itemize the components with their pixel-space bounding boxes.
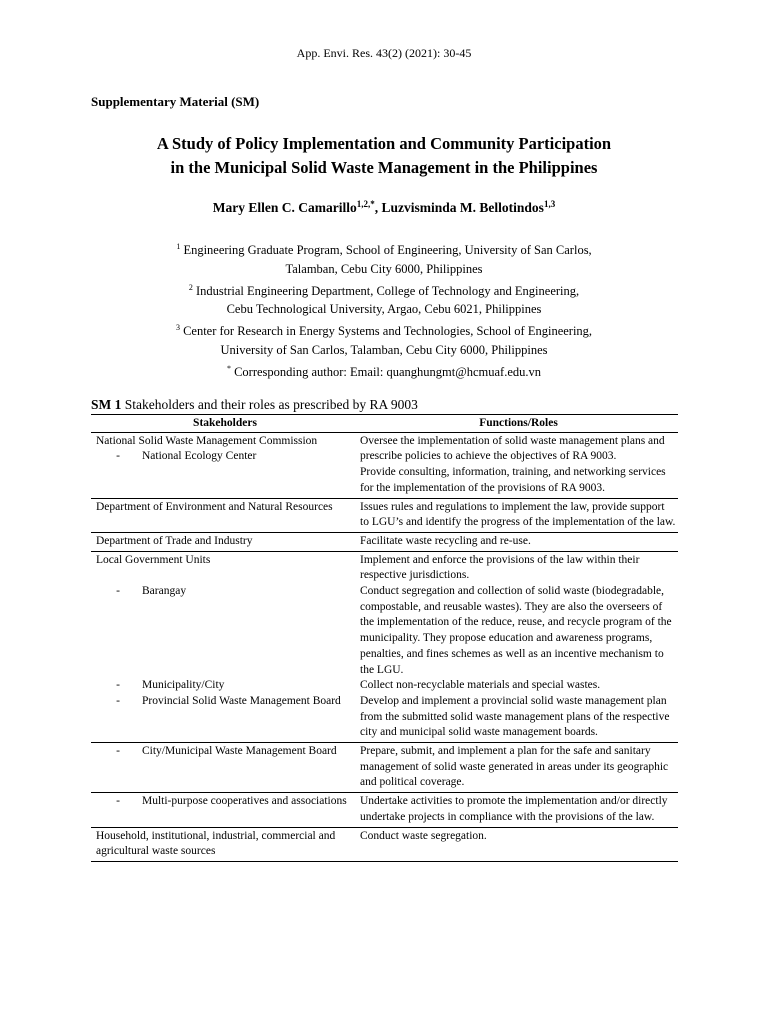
- table-caption-label: SM 1: [91, 397, 122, 412]
- stakeholder-name: Department of Environment and Natural Resources: [96, 500, 333, 513]
- sub-item-dash: -: [116, 745, 120, 758]
- role-text: Provide consulting, information, training, and networking services for the implementation of the provisions of RA 9003.: [360, 466, 666, 494]
- author-affiliation-marker: 1,3: [543, 199, 556, 209]
- title-line-1: A Study of Policy Implementation and Community Participation: [156, 134, 612, 153]
- role-text: Issues rules and regulations to implement the law, provide support to LGU’s and identify the progress of the implementation of the law.: [360, 500, 676, 529]
- table-row: [91, 498, 678, 532]
- sub-item-dash: -: [116, 679, 120, 692]
- affiliation-line: Cebu Technological University, Argao, Cebu 6021, Philippines: [226, 302, 542, 317]
- table-caption-text: Stakeholders and their roles as prescribed by RA 9003: [121, 397, 418, 412]
- supplementary-label: Supplementary Material (SM): [91, 94, 260, 109]
- affiliation-line: Talamban, Cebu City 6000, Philippines: [285, 261, 483, 276]
- stakeholder-name: National Solid Waste Management Commission: [96, 434, 318, 447]
- role-text: Conduct waste segregation.: [360, 829, 487, 842]
- sub-item-dash: -: [116, 585, 120, 598]
- journal-reference: App. Envi. Res. 43(2) (2021): 30-45: [296, 46, 472, 60]
- corresponding-marker: *: [226, 363, 231, 373]
- stakeholder-cell: [91, 551, 359, 742]
- author-name: Mary Ellen C. Camarillo: [212, 200, 357, 215]
- sub-item-dash: -: [116, 694, 120, 707]
- role-cell: [359, 793, 678, 827]
- affiliation-line: Industrial Engineering Department, College of Technology and Engineering,: [192, 283, 580, 298]
- stakeholder-cell: [91, 743, 359, 793]
- corresponding-author: [0, 360, 768, 382]
- affiliation-line: University of San Carlos, Talamban, Cebu City 6000, Philippines: [220, 342, 548, 357]
- stakeholder-cell: [91, 532, 359, 551]
- column-header-stakeholders: Stakeholders: [91, 415, 359, 433]
- stakeholder-cell: [91, 498, 359, 532]
- role-cell: [359, 532, 678, 551]
- stakeholder-name: Local Government Units: [96, 553, 211, 566]
- table-row: [91, 793, 678, 827]
- stakeholder-name: Household, institutional, industrial, commercial and agricultural waste sources: [96, 829, 336, 858]
- role-text: Oversee the implementation of solid waste management plans and prescribe policies to achieve the objectives of RA 9003.: [360, 434, 665, 463]
- author-list: [0, 199, 768, 216]
- affiliation-2: [0, 279, 768, 320]
- affiliation-marker: 3: [175, 323, 180, 333]
- role-text: Facilitate waste recycling and re-use.: [360, 534, 531, 547]
- stakeholder-roles-table: [91, 414, 678, 862]
- affiliation-line: Center for Research in Energy Systems and Technologies, School of Engineering,: [179, 324, 593, 339]
- role-text: Prepare, submit, and implement a plan for the safe and sanitary management of solid waste generated in areas under its geographic and political coverage.: [360, 745, 669, 789]
- table-row: [91, 827, 678, 861]
- title-line-2: in the Municipal Solid Waste Management in the Philippines: [170, 158, 598, 177]
- sub-item-dash: -: [116, 450, 120, 463]
- stakeholder-name: City/Municipal Waste Management Board: [142, 745, 337, 758]
- table-header-row: [91, 415, 678, 433]
- stakeholder-name: Municipality/City: [142, 679, 225, 692]
- role-cell: [359, 743, 678, 793]
- stakeholder-cell: [91, 793, 359, 827]
- author-separator: ,: [374, 200, 382, 215]
- sub-item-dash: -: [116, 795, 120, 808]
- role-text: Implement and enforce the provisions of the law within their respective jurisdictions.: [360, 553, 640, 582]
- table-row: [91, 532, 678, 551]
- affiliation-marker: 1: [176, 242, 181, 251]
- table-row: [91, 432, 678, 498]
- corresponding-text: Corresponding author: Email: quanghungmt@hcmuaf.edu.vn: [230, 364, 542, 379]
- affiliation-marker: 2: [188, 282, 193, 292]
- stakeholder-name: Multi-purpose cooperatives and associations: [142, 795, 347, 808]
- stakeholder-cell: [91, 432, 359, 498]
- role-text: Collect non-recyclable materials and special wastes.: [360, 679, 601, 692]
- author-name: Luzvisminda M. Bellotindos: [381, 200, 544, 215]
- affiliation-1: [0, 238, 768, 279]
- affiliations: [0, 238, 768, 382]
- affiliation-3: [0, 319, 768, 360]
- role-cell: [359, 827, 678, 861]
- role-cell: [359, 498, 678, 532]
- stakeholder-name: Department of Trade and Industry: [96, 534, 253, 547]
- role-text: Undertake activities to promote the implementation and/or directly undertake projects in compliance with the provisions of the law.: [360, 795, 668, 823]
- author-affiliation-marker: 1,2,*: [356, 199, 375, 209]
- role-text: Conduct segregation and collection of solid waste (biodegradable, compostable, and reusable wastes). They are also the overseers of the implementation of the reduce, reuse, and recycle program of the municipality. They propose education and awareness programs, penalties, and fines schemes as well as an incentive mechanism to the LGU.: [360, 585, 672, 676]
- stakeholder-name: Provincial Solid Waste Management Board: [142, 694, 341, 707]
- role-cell: [359, 432, 678, 498]
- affiliation-line: Engineering Graduate Program, School of Engineering, University of San Carlos,: [180, 243, 592, 257]
- role-cell: [359, 551, 678, 742]
- table-caption: [91, 397, 418, 413]
- stakeholder-name: National Ecology Center: [142, 450, 257, 463]
- column-header-functions: Functions/Roles: [359, 415, 678, 433]
- table-row: [91, 551, 678, 742]
- role-text: Develop and implement a provincial solid waste management plan from the submitted solid waste management plans of the respective city and municipal solid waste management boards.: [360, 694, 670, 739]
- table-row: [91, 743, 678, 793]
- stakeholder-cell: [91, 827, 359, 861]
- stakeholder-name: Barangay: [142, 585, 187, 598]
- paper-title: [0, 132, 768, 180]
